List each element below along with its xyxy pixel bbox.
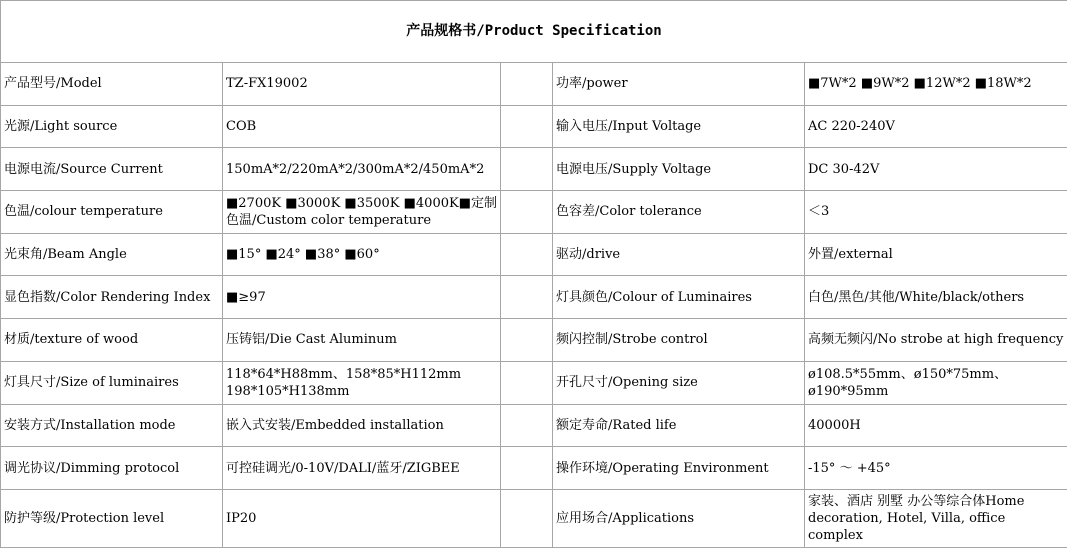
value-right: -15° ～ +45° xyxy=(805,447,1067,490)
value-right: 外置/external xyxy=(805,233,1067,276)
spacer-cell xyxy=(501,447,553,490)
value-right: 40000H xyxy=(805,404,1067,447)
label-right: 驱动/drive xyxy=(553,233,805,276)
label-right: 功率/power xyxy=(553,63,805,106)
table-row xyxy=(1,191,1067,234)
spacer-cell xyxy=(501,319,553,362)
spacer-cell xyxy=(501,276,553,319)
label-left: 电源电流/Source Current xyxy=(1,148,223,191)
label-right: 灯具颜色/Colour of Luminaires xyxy=(553,276,805,319)
label-right: 电源电压/Supply Voltage xyxy=(553,148,805,191)
value-right: DC 30-42V xyxy=(805,148,1067,191)
spacer-cell xyxy=(501,105,553,148)
label-left: 材质/texture of wood xyxy=(1,319,223,362)
value-right: 家装、酒店 别墅 办公等综合体Home decoration, Hotel, Villa, office complex xyxy=(805,489,1067,547)
value-right: 白色/黑色/其他/White/black/others xyxy=(805,276,1067,319)
value-left: TZ-FX19002 xyxy=(223,63,501,106)
spacer-cell xyxy=(501,63,553,106)
value-left: 118*64*H88mm、158*85*H112mm 198*105*H138mm xyxy=(223,361,501,404)
label-right: 输入电压/Input Voltage xyxy=(553,105,805,148)
page-title: 产品规格书/Product Specification xyxy=(1,1,1067,63)
spacer-cell xyxy=(501,148,553,191)
value-left: 可控硅调光/0-10V/DALI/蓝牙/ZIGBEE xyxy=(223,447,501,490)
value-left: COB xyxy=(223,105,501,148)
value-left: 150mA*2/220mA*2/300mA*2/450mA*2 xyxy=(223,148,501,191)
label-right: 操作环境/Operating Environment xyxy=(553,447,805,490)
value-right: AC 220-240V xyxy=(805,105,1067,148)
label-left: 光源/Light source xyxy=(1,105,223,148)
label-right: 额定寿命/Rated life xyxy=(553,404,805,447)
value-left: ■15° ■24° ■38° ■60° xyxy=(223,233,501,276)
label-left: 光束角/Beam Angle xyxy=(1,233,223,276)
label-right: 频闪控制/Strobe control xyxy=(553,319,805,362)
title-row xyxy=(1,1,1067,63)
table-row xyxy=(1,276,1067,319)
spacer-cell xyxy=(501,191,553,234)
label-left: 调光协议/Dimming protocol xyxy=(1,447,223,490)
label-left: 防护等级/Protection level xyxy=(1,489,223,547)
value-left: 嵌入式安装/Embedded installation xyxy=(223,404,501,447)
spacer-cell xyxy=(501,233,553,276)
spacer-cell xyxy=(501,404,553,447)
table-row xyxy=(1,361,1067,404)
label-left: 灯具尺寸/Size of luminaires xyxy=(1,361,223,404)
table-row xyxy=(1,233,1067,276)
table-row xyxy=(1,447,1067,490)
label-left: 产品型号/Model xyxy=(1,63,223,106)
spacer-cell xyxy=(501,489,553,547)
table-row xyxy=(1,105,1067,148)
label-right: 开孔尺寸/Opening size xyxy=(553,361,805,404)
value-left: IP20 xyxy=(223,489,501,547)
value-right: ■7W*2 ■9W*2 ■12W*2 ■18W*2 xyxy=(805,63,1067,106)
label-left: 显色指数/Color Rendering Index xyxy=(1,276,223,319)
value-right: ＜3 xyxy=(805,191,1067,234)
value-left: ■2700K ■3000K ■3500K ■4000K■定制色温/Custom color temperature xyxy=(223,191,501,234)
value-right: 高频无频闪/No strobe at high frequency xyxy=(805,319,1067,362)
table-row xyxy=(1,63,1067,106)
label-right: 应用场合/Applications xyxy=(553,489,805,547)
value-left: 压铸铝/Die Cast Aluminum xyxy=(223,319,501,362)
table-row xyxy=(1,319,1067,362)
value-left: ■≥97 xyxy=(223,276,501,319)
label-right: 色容差/Color tolerance xyxy=(553,191,805,234)
label-left: 安装方式/Installation mode xyxy=(1,404,223,447)
table-row xyxy=(1,148,1067,191)
table-row xyxy=(1,489,1067,547)
value-right: ø108.5*55mm、ø150*75mm、ø190*95mm xyxy=(805,361,1067,404)
table-row xyxy=(1,404,1067,447)
label-left: 色温/colour temperature xyxy=(1,191,223,234)
spacer-cell xyxy=(501,361,553,404)
